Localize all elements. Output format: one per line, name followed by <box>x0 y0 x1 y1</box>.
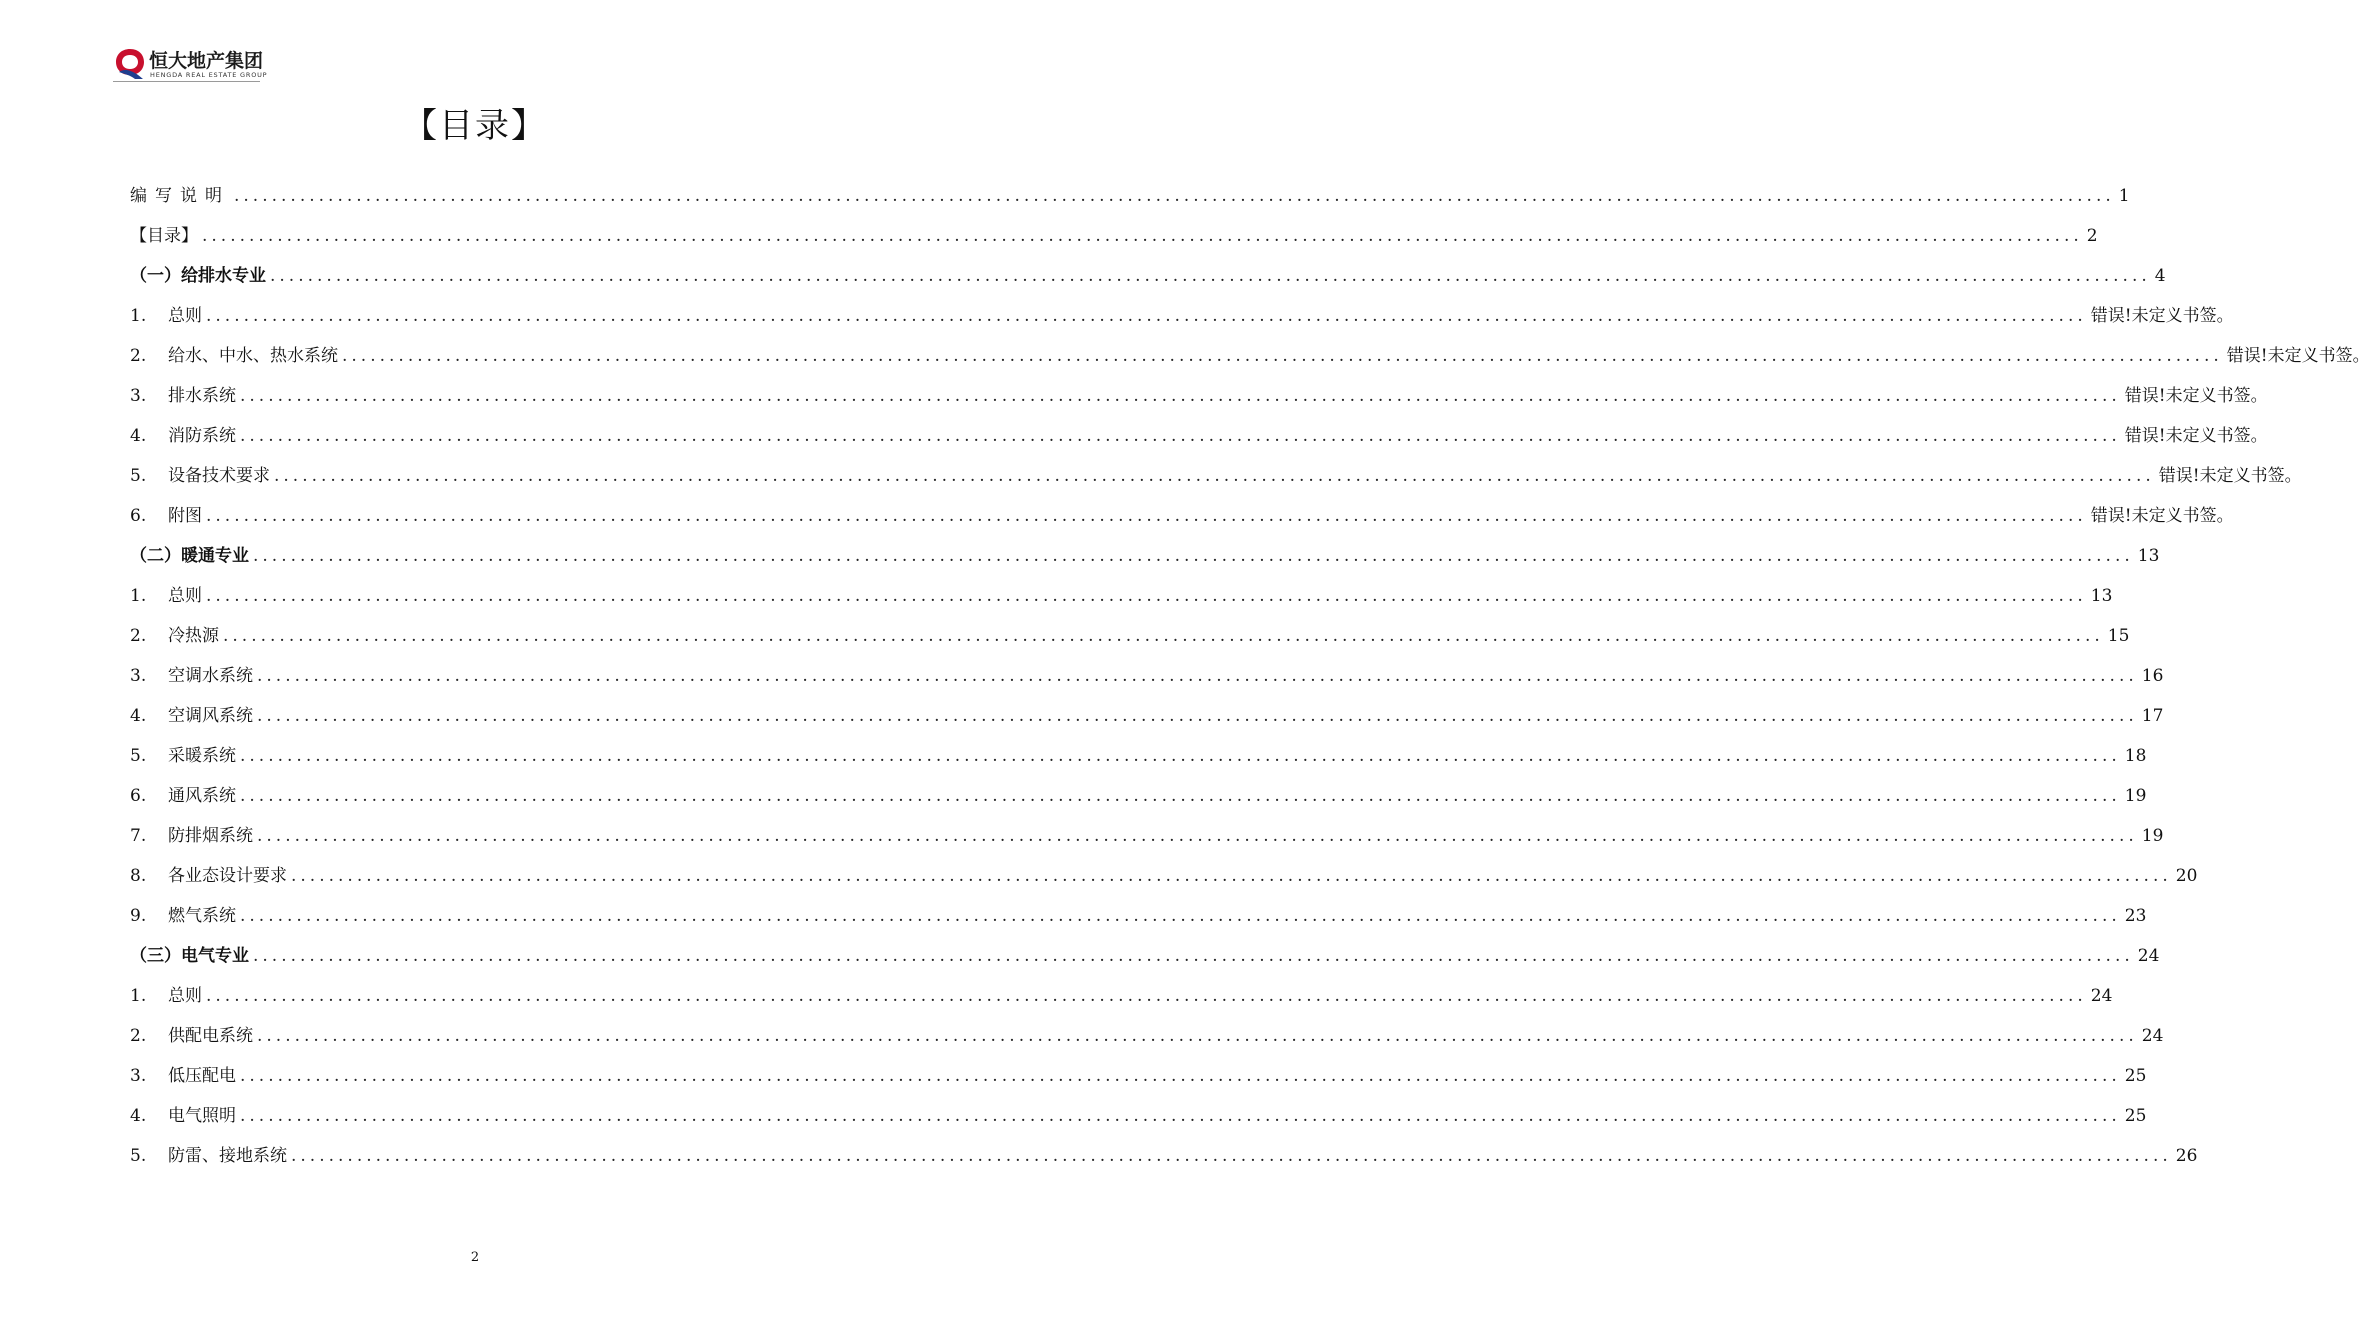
toc-entry-label: 总则 <box>168 306 202 326</box>
toc-entry-page: 4 <box>2154 266 2166 286</box>
toc-entry-page: 错误!未定义书签。 <box>2124 386 2268 406</box>
toc-leader-dots: ........................................................................................................................................................................................................ <box>240 1106 2121 1126</box>
toc-entry-page: 26 <box>2175 1146 2198 1166</box>
toc-entry-label: 【目录】 <box>130 226 198 246</box>
toc-entry-page: 25 <box>2124 1066 2147 1086</box>
toc-entry-number: 7. <box>130 826 147 846</box>
toc-entry[interactable] <box>130 781 2147 821</box>
toc-entry-number: 2. <box>130 1026 147 1046</box>
toc-entry-page: 16 <box>2141 666 2164 686</box>
toc-entry-number: 4. <box>130 706 147 726</box>
toc-entry-number: 9. <box>130 906 147 926</box>
toc-entry[interactable] <box>130 821 2164 861</box>
toc-entry-page: 2 <box>2086 226 2098 246</box>
toc-leader-dots: ........................................................................................................................................................................................................ <box>223 626 2104 646</box>
toc-entry-label: 空调水系统 <box>168 666 253 686</box>
toc-entry-number: 6. <box>130 506 147 526</box>
toc-leader-dots: ........................................................................................................................................................................................................ <box>291 1146 2172 1166</box>
toc-entry[interactable] <box>130 941 2160 981</box>
toc-leader-dots: ........................................................................................................................................................................................................ <box>240 746 2121 766</box>
toc-entry[interactable] <box>130 421 2268 461</box>
toc-leader-dots: ........................................................................................................................................................................................................ <box>206 586 2087 606</box>
toc-leader-dots: ........................................................................................................................................................................................................ <box>206 986 2087 1006</box>
toc-entry-number: 2. <box>130 346 147 366</box>
toc-entry-number: 2. <box>130 626 147 646</box>
toc-entry-label: 通风系统 <box>168 786 236 806</box>
toc-entry-label: （三）电气专业 <box>130 946 249 966</box>
toc-entry-number: 4. <box>130 426 147 446</box>
toc-entry[interactable] <box>130 501 2234 541</box>
toc-entry[interactable] <box>130 1021 2164 1061</box>
toc-entry-label: 总则 <box>168 586 202 606</box>
toc-entry-label: 电气照明 <box>168 1106 236 1126</box>
toc-entry[interactable] <box>130 341 2370 381</box>
toc-entry-label: 燃气系统 <box>168 906 236 926</box>
toc-entry-label: 空调风系统 <box>168 706 253 726</box>
toc-entry-number: 3. <box>130 386 147 406</box>
toc-entry-page: 24 <box>2141 1026 2164 1046</box>
toc-entry-page: 24 <box>2090 986 2113 1006</box>
toc-entry[interactable] <box>130 901 2147 941</box>
toc-entry-number: 5. <box>130 466 147 486</box>
toc-entry-label: 给水、中水、热水系统 <box>168 346 338 366</box>
toc-entry[interactable] <box>130 221 2098 261</box>
toc-entry[interactable] <box>130 701 2164 741</box>
toc-entry-number: 3. <box>130 1066 147 1086</box>
toc-entry[interactable] <box>130 1061 2147 1101</box>
toc-entry-page: 17 <box>2141 706 2164 726</box>
toc-leader-dots: ........................................................................................................................................................................................................ <box>240 786 2121 806</box>
toc-leader-dots: ........................................................................................................................................................................................................ <box>257 666 2138 686</box>
toc-leader-dots: ........................................................................................................................................................................................................ <box>206 306 2087 326</box>
toc-leader-dots: ........................................................................................................................................................................................................ <box>253 946 2134 966</box>
toc-entry-page: 19 <box>2124 786 2147 806</box>
toc-entry[interactable] <box>130 1101 2147 1141</box>
toc-leader-dots: ........................................................................................................................................................................................................ <box>240 906 2121 926</box>
toc-entry[interactable] <box>130 461 2302 501</box>
toc-entry-label: 防雷、接地系统 <box>168 1146 287 1166</box>
toc-entry[interactable] <box>130 301 2234 341</box>
toc-entry[interactable] <box>130 261 2166 301</box>
toc-entry-page: 错误!未定义书签。 <box>2226 346 2370 366</box>
toc-entry-page: 19 <box>2141 826 2164 846</box>
toc-entry-label: 供配电系统 <box>168 1026 253 1046</box>
toc-entry-number: 5. <box>130 1146 147 1166</box>
toc-entry-label: 总则 <box>168 986 202 1006</box>
toc-entry[interactable] <box>130 181 2130 221</box>
toc-entry[interactable] <box>130 581 2113 621</box>
toc-entry-page: 24 <box>2137 946 2160 966</box>
toc-entry-label: 设备技术要求 <box>168 466 270 486</box>
toc-entry-number: 1. <box>130 306 147 326</box>
toc-entry-page: 1 <box>2118 186 2130 206</box>
toc-entry-label: （二）暖通专业 <box>130 546 249 566</box>
toc-entry[interactable] <box>130 741 2147 781</box>
toc-entry[interactable] <box>130 381 2268 421</box>
toc-leader-dots: ........................................................................................................................................................................................................ <box>234 186 2115 206</box>
toc-leader-dots: ........................................................................................................................................................................................................ <box>240 426 2121 446</box>
toc-entry-number: 5. <box>130 746 147 766</box>
toc-entry-label: 编写说明 <box>130 186 230 206</box>
toc-entry-number: 3. <box>130 666 147 686</box>
logo-underline <box>113 81 260 82</box>
toc-entry-label: 防排烟系统 <box>168 826 253 846</box>
toc-entry-page: 20 <box>2175 866 2198 886</box>
toc-leader-dots: ........................................................................................................................................................................................................ <box>257 706 2138 726</box>
toc-entry-page: 13 <box>2090 586 2113 606</box>
toc-entry[interactable] <box>130 541 2160 581</box>
toc-entry-number: 8. <box>130 866 147 886</box>
toc-leader-dots: ........................................................................................................................................................................................................ <box>291 866 2172 886</box>
toc-entry[interactable] <box>130 1141 2198 1181</box>
toc-leader-dots: ........................................................................................................................................................................................................ <box>274 466 2155 486</box>
logo-chinese-name: 恒大地产集团 <box>149 50 264 72</box>
toc-entry-page: 错误!未定义书签。 <box>2090 306 2234 326</box>
toc-leader-dots: ........................................................................................................................................................................................................ <box>253 546 2134 566</box>
toc-leader-dots: ........................................................................................................................................................................................................ <box>240 1066 2121 1086</box>
toc-entry-number: 1. <box>130 986 147 1006</box>
toc-entry-page: 错误!未定义书签。 <box>2158 466 2302 486</box>
toc-leader-dots: ........................................................................................................................................................................................................ <box>202 226 2083 246</box>
toc-entry[interactable] <box>130 861 2198 901</box>
toc-entry-label: 各业态设计要求 <box>168 866 287 886</box>
toc-entry-label: 消防系统 <box>168 426 236 446</box>
toc-leader-dots: ........................................................................................................................................................................................................ <box>270 266 2151 286</box>
toc-entry-number: 6. <box>130 786 147 806</box>
toc-entry-page: 18 <box>2124 746 2147 766</box>
page-number: 2 <box>470 1250 480 1265</box>
logo-english-name: HENGDA REAL ESTATE GROUP <box>150 71 268 79</box>
toc-entry-label: （一）给排水专业 <box>130 266 266 286</box>
toc-leader-dots: ........................................................................................................................................................................................................ <box>206 506 2087 526</box>
toc-entry-label: 排水系统 <box>168 386 236 406</box>
toc-leader-dots: ........................................................................................................................................................................................................ <box>240 386 2121 406</box>
toc-entry-page: 13 <box>2137 546 2160 566</box>
hengda-logo-icon <box>113 46 147 80</box>
toc-entry-label: 冷热源 <box>168 626 219 646</box>
toc-leader-dots: ........................................................................................................................................................................................................ <box>257 1026 2138 1046</box>
toc-entry-label: 采暖系统 <box>168 746 236 766</box>
toc-entry-page: 15 <box>2107 626 2130 646</box>
toc-entry-page: 25 <box>2124 1106 2147 1126</box>
toc-entry-page: 错误!未定义书签。 <box>2124 426 2268 446</box>
company-logo <box>113 44 268 84</box>
toc-entry-page: 23 <box>2124 906 2147 926</box>
toc-entry[interactable] <box>130 981 2113 1021</box>
page-title: 【目录】 <box>403 106 547 146</box>
toc-leader-dots: ........................................................................................................................................................................................................ <box>342 346 2223 366</box>
toc-entry-label: 低压配电 <box>168 1066 236 1086</box>
toc-entry[interactable] <box>130 661 2164 701</box>
toc-entry-page: 错误!未定义书签。 <box>2090 506 2234 526</box>
toc-leader-dots: ........................................................................................................................................................................................................ <box>257 826 2138 846</box>
toc-entry[interactable] <box>130 621 2130 661</box>
toc-entry-label: 附图 <box>168 506 202 526</box>
toc-entry-number: 4. <box>130 1106 147 1126</box>
table-of-contents <box>130 181 2370 1181</box>
toc-entry-number: 1. <box>130 586 147 606</box>
